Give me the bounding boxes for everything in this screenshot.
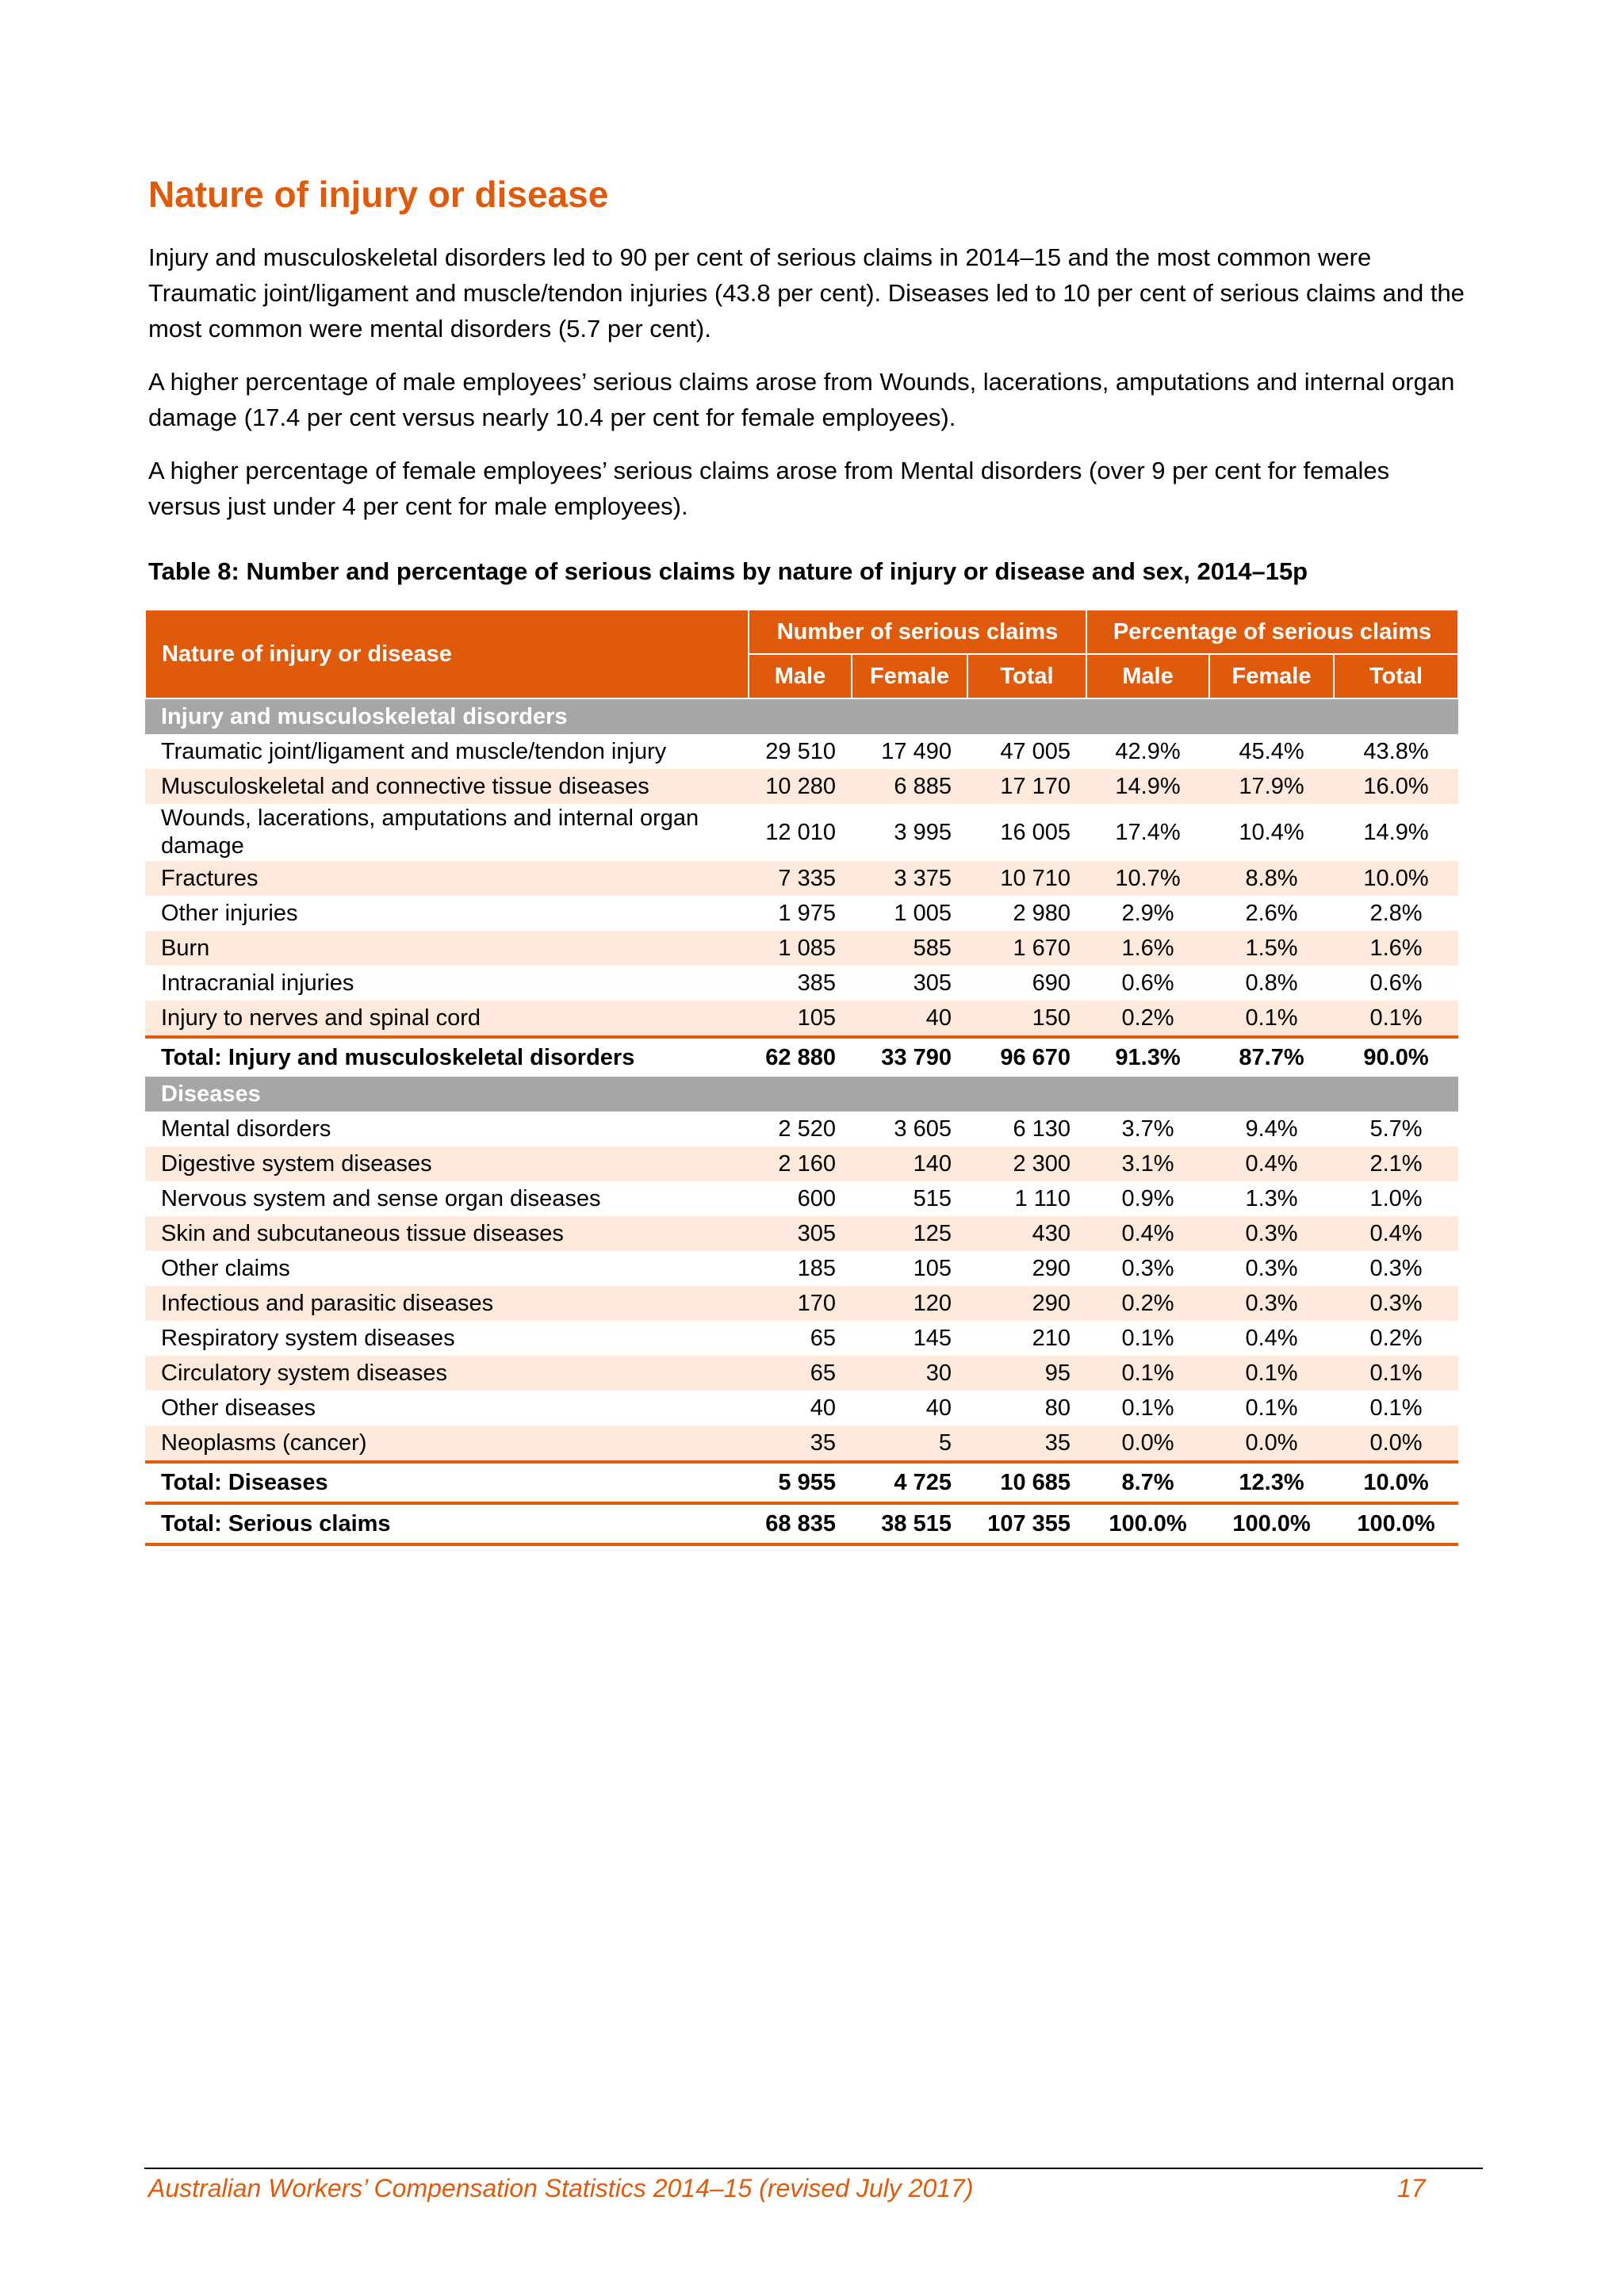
- cell-value: 120: [852, 1286, 967, 1321]
- cell-value: 40: [925, 1395, 952, 1421]
- table-row: [145, 1425, 1458, 1462]
- cell-value: 125: [852, 1216, 967, 1251]
- cell-value: 10.7%: [1086, 861, 1209, 896]
- cell-value: 305: [749, 1216, 852, 1251]
- table-row: [145, 931, 1458, 966]
- cell-value: 1 670: [967, 931, 1086, 966]
- cell-value: 65: [810, 1325, 836, 1351]
- cell-value: 0.1%: [1086, 1356, 1209, 1391]
- cell-value: 0.1%: [1209, 1001, 1334, 1037]
- cell-value: 0.6%: [1121, 970, 1174, 996]
- cell-value: 90.0%: [1334, 1037, 1458, 1077]
- row-label: Intracranial injuries: [161, 970, 354, 996]
- cell-value: 185: [797, 1255, 836, 1281]
- group-header: Diseases: [145, 1077, 1458, 1112]
- cell-value: 150: [967, 1001, 1086, 1037]
- cell-value: 62 880: [749, 1037, 852, 1077]
- cell-value: 0.1%: [1121, 1395, 1174, 1421]
- table-body: [145, 698, 1458, 1544]
- male-claims-paragraph: A higher percentage of male employees’ serious claims arose from Wounds, lacerations, amputations and internal organ damage (17.4 per cent versus nearly 10.4 per cent for female employees).: [148, 368, 1455, 431]
- footer-rule: [144, 2168, 1483, 2169]
- cell-value: 105: [913, 1255, 952, 1281]
- cell-value: 100.0%: [1086, 1503, 1209, 1544]
- table-row: [145, 861, 1458, 896]
- cell-value: 2 300: [967, 1146, 1086, 1181]
- cell-value: 10 280: [749, 769, 852, 804]
- header-percent-male: Male: [1086, 654, 1209, 698]
- cell-value: 17 490: [881, 738, 952, 764]
- cell-value: 2 980: [1013, 900, 1071, 926]
- cell-value: 430: [967, 1216, 1086, 1251]
- header-number-group: Number of serious claims: [749, 610, 1086, 654]
- table-row: [145, 1321, 1458, 1356]
- cell-value: 585: [852, 931, 967, 966]
- cell-value: 100.0%: [1209, 1503, 1334, 1544]
- total-row: [145, 1037, 1458, 1077]
- table-row: [145, 1251, 1458, 1286]
- page-heading: Nature of injury or disease: [148, 174, 609, 215]
- serious-claims-table: [144, 609, 1459, 1546]
- cell-value: 65: [749, 1356, 852, 1391]
- header-number-male: Male: [749, 654, 852, 698]
- cell-value: 47 005: [1000, 738, 1071, 764]
- cell-value: 14.9%: [1363, 819, 1429, 845]
- cell-value: 29 510: [765, 738, 836, 764]
- cell-value: 40: [852, 1001, 967, 1037]
- cell-value: 107 355: [967, 1503, 1086, 1544]
- header-number-female: Female: [852, 654, 967, 698]
- cell-value: 0.6%: [1369, 970, 1423, 996]
- row-label: Total: Serious claims: [145, 1503, 749, 1544]
- header-percent-total: Total: [1334, 654, 1458, 698]
- cell-value: 1 005: [894, 900, 952, 926]
- row-label: Wounds, lacerations, amputations and internal organ damage: [161, 806, 699, 859]
- cell-value: 80: [1044, 1395, 1071, 1421]
- row-label: Traumatic joint/ligament and muscle/tendon injury: [161, 738, 667, 764]
- cell-value: 0.8%: [1245, 970, 1298, 996]
- cell-value: 2 520: [778, 1115, 836, 1142]
- cell-value: 1.6%: [1334, 931, 1458, 966]
- cell-value: 0.0%: [1209, 1425, 1334, 1462]
- table-row: [145, 1146, 1458, 1181]
- cell-value: 14.9%: [1086, 769, 1209, 804]
- cell-value: 43.8%: [1363, 738, 1429, 764]
- cell-value: 0.1%: [1245, 1395, 1298, 1421]
- female-claims-paragraph: A higher percentage of female employees’ serious claims arose from Mental disorders (over 9 per cent for females versus just under 4 per cent for male employees).: [148, 457, 1390, 520]
- group-header-row: [145, 698, 1458, 734]
- cell-value: 10.0%: [1334, 861, 1458, 896]
- row-label: Skin and subcutaneous tissue diseases: [145, 1216, 749, 1251]
- cell-value: 2.9%: [1121, 900, 1174, 926]
- cell-value: 1.6%: [1086, 931, 1209, 966]
- cell-value: 10.4%: [1239, 819, 1304, 845]
- cell-value: 5 955: [749, 1462, 852, 1503]
- row-label: Respiratory system diseases: [161, 1325, 455, 1351]
- cell-value: 3.1%: [1086, 1146, 1209, 1181]
- cell-value: 6 885: [852, 769, 967, 804]
- row-label: Burn: [145, 931, 749, 966]
- table-row: [145, 1286, 1458, 1321]
- cell-value: 0.1%: [1334, 1356, 1458, 1391]
- cell-value: 68 835: [749, 1503, 852, 1544]
- cell-value: 5.7%: [1369, 1115, 1423, 1142]
- row-label: Other claims: [161, 1255, 290, 1281]
- row-label: Mental disorders: [161, 1115, 331, 1142]
- cell-value: 0.1%: [1334, 1001, 1458, 1037]
- table-row: [145, 769, 1458, 804]
- cell-value: 8.7%: [1086, 1462, 1209, 1503]
- cell-value: 33 790: [852, 1037, 967, 1077]
- cell-value: 140: [852, 1146, 967, 1181]
- cell-value: 0.2%: [1086, 1286, 1209, 1321]
- row-label: Other diseases: [161, 1395, 316, 1421]
- footer-title: Australian Workers’ Compensation Statistics 2014–15 (revised July 2017): [148, 2174, 974, 2202]
- cell-value: 0.3%: [1209, 1216, 1334, 1251]
- cell-value: 87.7%: [1209, 1037, 1334, 1077]
- grand-total-row: [145, 1503, 1458, 1544]
- cell-value: 0.0%: [1334, 1425, 1458, 1462]
- cell-value: 210: [1032, 1325, 1071, 1351]
- cell-value: 9.4%: [1245, 1115, 1298, 1142]
- cell-value: 0.4%: [1209, 1146, 1334, 1181]
- cell-value: 2.1%: [1334, 1146, 1458, 1181]
- cell-value: 40: [810, 1395, 836, 1421]
- intro-paragraph: Injury and musculoskeletal disorders led to 90 per cent of serious claims in 2014–15 and the most common were Traumatic joint/ligament and muscle/tendon injuries (43.8 per cent). Diseases led to 10 per cent of serious claims and the most common were mental disorders (5.7 per cent).: [148, 243, 1465, 342]
- row-label: Nervous system and sense organ diseases: [161, 1185, 601, 1211]
- cell-value: 2.6%: [1245, 900, 1298, 926]
- header-number-total: Total: [967, 654, 1086, 698]
- table-row: [145, 1216, 1458, 1251]
- row-label: Total: Diseases: [145, 1462, 749, 1503]
- cell-value: 12.3%: [1209, 1462, 1334, 1503]
- row-label: Total: Injury and musculoskeletal disorders: [145, 1037, 749, 1077]
- cell-value: 35: [749, 1425, 852, 1462]
- cell-value: 10.0%: [1334, 1462, 1458, 1503]
- row-label: Infectious and parasitic diseases: [145, 1286, 749, 1321]
- row-label: Neoplasms (cancer): [145, 1425, 749, 1462]
- table-row: [145, 896, 1458, 931]
- row-label: Musculoskeletal and connective tissue diseases: [145, 769, 749, 804]
- cell-value: 3 995: [894, 819, 952, 845]
- cell-value: 96 670: [967, 1037, 1086, 1077]
- cell-value: 17 170: [967, 769, 1086, 804]
- cell-value: 10 685: [967, 1462, 1086, 1503]
- header-percent-female: Female: [1209, 654, 1334, 698]
- table-row: [145, 1181, 1458, 1216]
- cell-value: 385: [797, 970, 836, 996]
- cell-value: 305: [913, 970, 952, 996]
- cell-value: 0.3%: [1209, 1286, 1334, 1321]
- group-header: Injury and musculoskeletal disorders: [145, 698, 1458, 734]
- cell-value: 1 975: [778, 900, 836, 926]
- cell-value: 0.4%: [1334, 1216, 1458, 1251]
- row-label: Digestive system diseases: [145, 1146, 749, 1181]
- cell-value: 5: [852, 1425, 967, 1462]
- cell-value: 3 605: [894, 1115, 952, 1142]
- cell-value: 0.1%: [1121, 1325, 1174, 1351]
- cell-value: 0.1%: [1209, 1356, 1334, 1391]
- cell-value: 0.3%: [1121, 1255, 1174, 1281]
- cell-value: 1.0%: [1369, 1185, 1423, 1211]
- header-percentage-group: Percentage of serious claims: [1086, 610, 1458, 654]
- cell-value: 3 375: [852, 861, 967, 896]
- row-label: Injury to nerves and spinal cord: [145, 1001, 749, 1037]
- page-number: 17: [1397, 2174, 1426, 2202]
- cell-value: 42.9%: [1115, 738, 1181, 764]
- cell-value: 600: [797, 1185, 836, 1211]
- cell-value: 0.1%: [1369, 1395, 1423, 1421]
- cell-value: 0.2%: [1369, 1325, 1423, 1351]
- cell-value: 100.0%: [1334, 1503, 1458, 1544]
- cell-value: 17.4%: [1115, 819, 1181, 845]
- cell-value: 17.9%: [1209, 769, 1334, 804]
- cell-value: 30: [852, 1356, 967, 1391]
- cell-value: 1 085: [749, 931, 852, 966]
- table-caption: Table 8: Number and percentage of serious claims by nature of injury or disease and sex, 2014–15p: [148, 557, 1308, 585]
- table-row: [145, 966, 1458, 1001]
- cell-value: 2 160: [749, 1146, 852, 1181]
- cell-value: 515: [913, 1185, 952, 1211]
- header-nature: Nature of injury or disease: [145, 610, 749, 698]
- cell-value: 8.8%: [1209, 861, 1334, 896]
- cell-value: 95: [967, 1356, 1086, 1391]
- cell-value: 145: [913, 1325, 952, 1351]
- table-row: [145, 734, 1458, 769]
- cell-value: 0.3%: [1245, 1255, 1298, 1281]
- cell-value: 38 515: [852, 1503, 967, 1544]
- cell-value: 91.3%: [1086, 1037, 1209, 1077]
- row-label: Other injuries: [161, 900, 298, 926]
- table-row: [145, 1001, 1458, 1037]
- cell-value: 0.4%: [1086, 1216, 1209, 1251]
- cell-value: 290: [1032, 1255, 1071, 1281]
- table-row: [145, 1356, 1458, 1391]
- cell-value: 10 710: [967, 861, 1086, 896]
- cell-value: 16.0%: [1334, 769, 1458, 804]
- cell-value: 0.9%: [1121, 1185, 1174, 1211]
- cell-value: 35: [967, 1425, 1086, 1462]
- cell-value: 16 005: [1000, 819, 1071, 845]
- cell-value: 690: [1032, 970, 1071, 996]
- cell-value: 6 130: [1013, 1115, 1071, 1142]
- cell-value: 7 335: [749, 861, 852, 896]
- cell-value: 170: [749, 1286, 852, 1321]
- cell-value: 4 725: [852, 1462, 967, 1503]
- cell-value: 0.2%: [1086, 1001, 1209, 1037]
- cell-value: 45.4%: [1239, 738, 1304, 764]
- cell-value: 0.0%: [1086, 1425, 1209, 1462]
- cell-value: 1 110: [1014, 1185, 1071, 1211]
- table-row: [145, 1112, 1458, 1146]
- row-label: Circulatory system diseases: [145, 1356, 749, 1391]
- cell-value: 290: [967, 1286, 1086, 1321]
- cell-value: 1.5%: [1209, 931, 1334, 966]
- table-row: [145, 804, 1458, 861]
- cell-value: 105: [749, 1001, 852, 1037]
- cell-value: 0.4%: [1245, 1325, 1298, 1351]
- cell-value: 2.8%: [1369, 900, 1423, 926]
- table-row: [145, 1391, 1458, 1425]
- cell-value: 0.3%: [1334, 1286, 1458, 1321]
- cell-value: 12 010: [765, 819, 836, 845]
- cell-value: 3.7%: [1121, 1115, 1174, 1142]
- cell-value: 0.3%: [1369, 1255, 1423, 1281]
- group-header-row: [145, 1077, 1458, 1112]
- row-label: Fractures: [145, 861, 749, 896]
- total-row: [145, 1462, 1458, 1503]
- cell-value: 1.3%: [1245, 1185, 1298, 1211]
